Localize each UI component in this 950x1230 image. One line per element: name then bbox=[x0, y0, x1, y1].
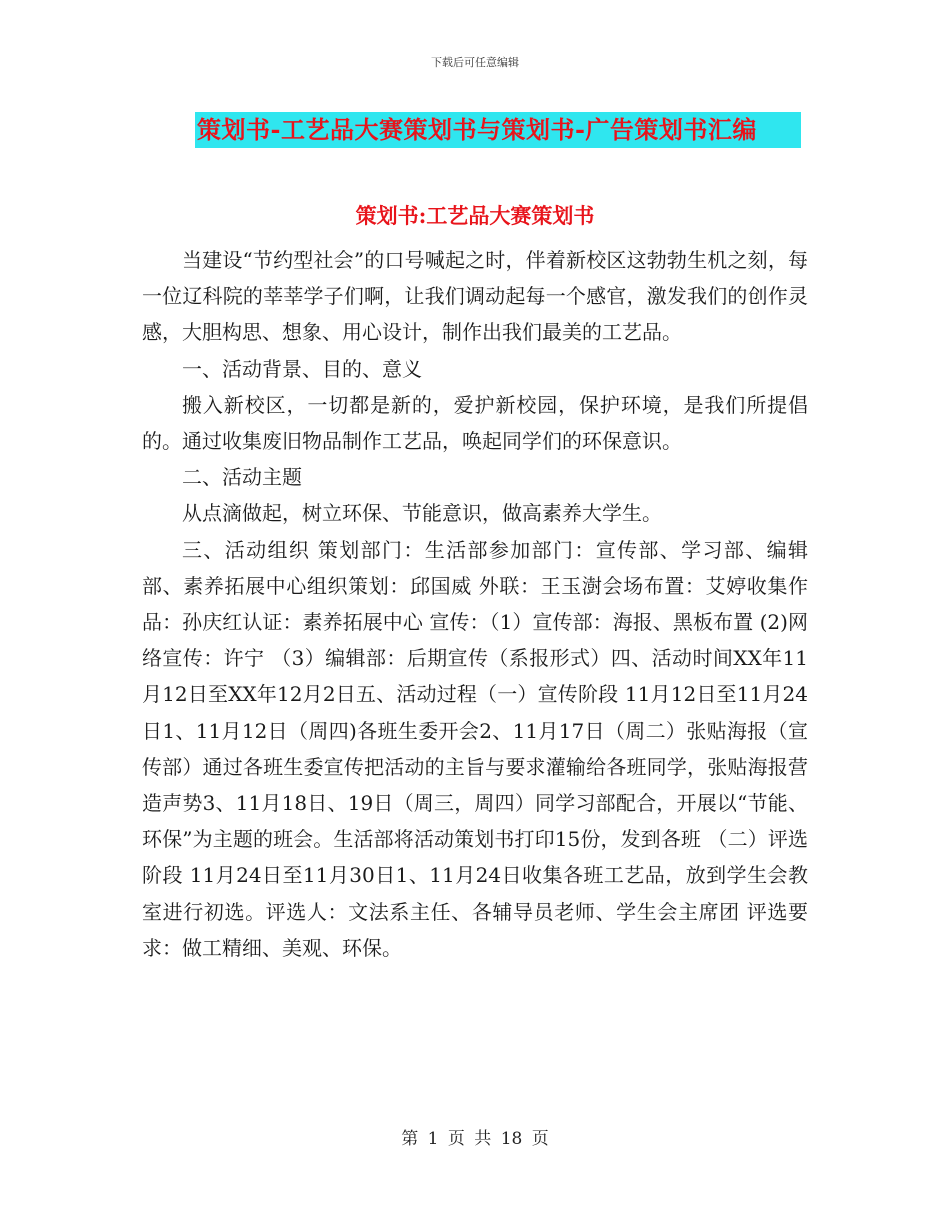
header-note: 下载后可任意编辑 bbox=[431, 56, 519, 69]
paragraph-organization: 三、活动组织 策划部门：生活部参加部门：宣传部、学习部、编辑部、素养拓展中心组织策划：邱国威 外联：王玉澍会场布置：艾婷收集作品：孙庆红认证：素养拓展中心 宣传：（1）宣传部：海报、黑板布置 (2)网络宣传：许宁 （3）编辑部：后期宣传（系报形式）四、活动时间XX年11月12日至XX年12月2日五、活动过程（一）宣传阶段 11月12日至11月24日1、11月12日（周四)各班生委开会2、11月17日（周二）张贴海报（宣传部）通过各班生委宣传把活动的主旨与要求灌输给各班同学，张贴海报营造声势3、11月18日、19日（周三，周四）同学习部配合，开展以“节能、环保”为主题的班会。生活部将活动策划书打印15份，发到各班 （二）评选阶段 11月24日至11月30日1、11月24日收集各班工艺品，放到学生会教室进行初选。评选人：文法系主任、各辅导员老师、学生会主席团 评选要求：做工精细、美观、环保。 bbox=[142, 537, 808, 960]
page-footer: 第 1 页 共 18 页 bbox=[401, 1129, 549, 1149]
paragraph-intro: 当建设“节约型社会”的口号喊起之时，伴着新校区这勃勃生机之刻，每一位辽科院的莘莘学子们啊，让我们调动起每一个感官，激发我们的创作灵感，大胆构思、想象、用心设计，制作出我们最美的工艺品。 bbox=[142, 248, 808, 345]
paragraph-background: 搬入新校区，一切都是新的，爱护新校园，保护环境，是我们所提倡的。通过收集废旧物品制作工艺品，唤起同学们的环保意识。 bbox=[142, 392, 808, 454]
heading-theme: 二、活动主题 bbox=[182, 465, 302, 490]
heading-background: 一、活动背景、目的、意义 bbox=[182, 356, 422, 381]
document-body bbox=[142, 242, 808, 966]
paragraph-theme: 从点滴做起，树立环保、节能意识，做高素养大学生。 bbox=[182, 501, 662, 526]
section-title: 策划书:工艺品大赛策划书 bbox=[355, 203, 595, 228]
document-title: 策划书-工艺品大赛策划书与策划书-广告策划书汇编 bbox=[195, 112, 801, 148]
